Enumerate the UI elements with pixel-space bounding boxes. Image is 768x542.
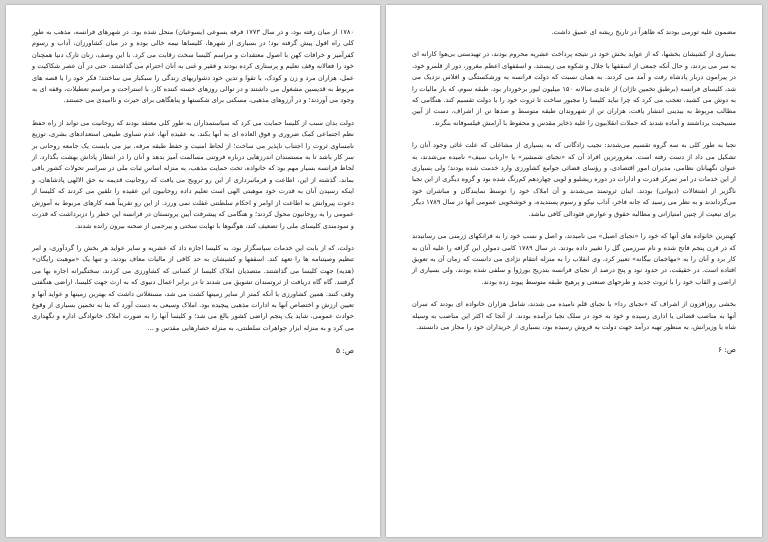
paragraph-2: دولت بدان سبب از کلیسا حمایت می کرد که سیاستمداران به طور کلی معتقد بودند که روحانیت می تواند از راه حفظ نظم اجتماعی کمک ضروری و فوق العاده ای به آنها بکند. به عقیده آنها، عدم تساوی طبیعی استعدادهای بشری، توزیع نامساوی ثروت را اجتناب ناپذیر می ساخت؛ از لحاظ امنیت و حفظ طبقه مرفه، نیز می بایست یک جامعه روحانی بر سر کار باشد تا به مستمندان اندرزهایی درباره فروتنی مسالمت آمیز بدهد و آنان را در انتظار پاداش بهشت بگذارد. از لحاظ فرانسه بسیار مهم بود که خانواده، تحت حمایت مذهب، به منزله اساس ثبات ملی در سراسر تحولات کشور باقی بماند. گذشته از این، اطاعت و فرمانبرداری از این رو ترویج می یافت که روحانیت قدیمه به حق الالهی پادشاهان، و اینکه رسیدن آنان به قدرت خود موهبتی الهی است تعلیم داده روحانیون این عقیده را تلقین می کردند که کلیسا از دعوت پیروانش به اطاعت از اوامر و احکام سلطنتی غفلت نمی ورزد. از این رو تقریباً همه کارهای مربوط به آموزش عمومی را به روحانیون محول کردند؛ و هنگامی که پیشرفت آیین پروتستان در فرانسه این خطر را دربرداشت که قدرت و سودمندی کلیسای ملی را تضعیف کند، هوگنوها با نهایت سختی و بیرحمی از صحنه بیرون رانده شدند. — [32, 118, 354, 230]
page-number: ص: ۵ — [335, 346, 354, 356]
paragraph-1: ۱۷۸۰ از میان رفته بود، و در سال ۱۷۷۳ فرقه یسوعی (یسوعیان) منحل شده بود. در شهرهای فرانسه، مذهب به طور کلی راه افول پیش گرفته بود؛ در بسیاری از شهرها، کلیساها نیمه خالی بوده و در میان کشاورزان، آداب و رسوم کفرآمیز و خرافات کهن با اصول معتقدات و مراسم کلیسا سخت رقابت می کرد. با این وصف، زنان تارک دنیا همچنان خود را فعالانه وقف تعلیم و پرستاری کرده بودند و فقیر و غنی به آنان احترام می گذاشتند. حتی در آن عصر شکاکیت و عمل، هزاران مرد و زن و کودک، با تقوا و تدین خود دشواریهای زندگی را سبکبار می ساختند؛ فکر خود را با قصه های مربوط به قدیسین مشغول می داشتند و در توالی روزهای خسته کننده کار، با استراحت و مراسم تعطیلات، وقفه ای به وجود می آوردند؛ و در آرزوهای مذهبی، مسکنی برای شکستها و پناهگاهی برای حیرت و ناامیدی می جستند. — [32, 28, 355, 105]
paragraph-4: کهنترین خانواده های آنها که خود را «نجبای اصیل» می نامیدند، و اصل و نسب خود را به فرانکهای ژرمنی می رسانیدند که در قرن پنجم فاتح شده و نام سرزمین گل را تغییر داده بودند. در سال ۱۷۸۹ کامی دمولن این گزافه را علیه آنان به کار برد و آنان را به «مهاجمان بیگانه» تعبیر کرد، وی انقلاب را به منزله انتقام نژادی می دانست که زمان آن به تعویق افتاده است. در حقیقت، در حدود نود و پنج درصد از نجبای فرانسه بتدریج بورژوا و سلفی شده بودند، ولی بسیاری از اراضی و القاب خود را با ثروت جدید و طرحهای صنعتی و پرهیج طبقه متوسط پیوند زده بودند. — [412, 232, 736, 286]
document-page-right — [386, 5, 762, 537]
paragraph-2: بسیاری از کشیشان بخشها، که از عواید بخش خود در نتیجه پرداخت عشریه محروم بودند، در تهیدستی بی‌هوا کارانه ای به سر می بردند، و حال آنکه جمعی از اسقفها با جلال و شکوه می زیستند، و اسقفهای اعظم مغرور، دور از قلمرو خود، در پیرامون دربار پادشاه رفت و آمد می کردند. به همان نسبت که دولت فرانسه به ورشکستگی و افلاس نزدیک می شد، کلیسای فرانسه (برطبق تخمین تاژان) از عایدی سالانه ۱۵۰ میلیون لیور برخوردار بود، طبقه سوم، که بار مالیات را به دوش می کشید، تعجب می کرد که چرا نباید کلیسا را مجبور ساخت تا ثروت خود را با دولت تقسیم کند. هنگامی که مطالب مربوط به بیدینی انتشار یافت، هزاران تن از شهروندان طبقه متوسط و صدها تن از اشراف، دست از آیین مسیحیت برداشتند و آماده شدند که حملات انقلابیون را علیه ذخایر مقدس و محفوظ با آرامش فیلسوفانه بنگرند. — [412, 50, 736, 127]
paragraph-3: دولت، که از بابت این خدمات سپاسگزار بود، به کلیسا اجازه داد که عشریه و سایر عواید هر بخش را گردآوری، و امر تنظیم وصیتنامه ها را تعهد کند. اسقفها و کشیشان به حد کافی از مالیات معاف بودند، و تنها یک «موهبت رایگان» (هدیه) جهت کلیسا می گذاشتند. متصدیان املاک کلیسا از کسانی که کشاورزی می کردند، سختگیرانه اجاره بها می گرفتند. گاه گاه دریافت از ثروتمندان تشویق می شدند تا در برابر اعمال دنیوی که به ارث جهت کلیسا، اراضی هنگفتی وقف کنند. همین کشاورزی با آنکه کمتر از سایر زمینها کشت می شد، مستغلاتی داشت که بهترین زمینها و عواید آنها و تعیین ارزش و اختصاص آنها به ادارات مذهبی پیچیده بود. املاک وسیعی به دست آورد که بنا به تخمین بسیاری از وقوع حوادث عمومی، شاید یک پنجم اراضی کشور بالغ می شد؛ و کلیسا آنها را به صورت املاک خانوادگی اداره و نگهداری می کرد و به منزله ابزار جواهرات سلطنتی، به منزله حصارهایی مقدس و ... — [32, 243, 354, 332]
document-page-left — [6, 5, 380, 537]
page-number: ص: ۶ — [717, 345, 736, 355]
paragraph-3: نجبا به طور کلی به سه گروه تقسیم می‌شدند: نجیب زادگانی که به بسیاری از مشاغلی که علت غائی وجود آنان را تشکیل می داد از دست رفته است. مغرورترین افراد آن که «نجبای شمشیر» یا «ارباب سیف» نامیده می‌شدند، به عنوان نگهبانان نظامی، مدیران امور اقتصادی، و رؤسای قضائی جوامع کشاورزی وارد خدمت شده بودند؛ ولی بسیاری از این خدمات در امر تمرکز قدرت و ادارات در دوره ریشلیو و لویی چهاردهم کم‌رنگ شده بود و گروه دیگری از این نجبا ناگزیر از اشتغالات (دیوانی) بودند. اینان ثروتمند می‌شدند و آن املاک خود را توسط نمایندگان و مباشران خود می‌گرداندند و به نظر می رسید که جانه فاخر، آداب نیکو و رسوم پسندیده، و خوشخویی عمومی آنها در سال ۱۷۸۹ دیگر برای تبعیت از چنین امتیازاتی و مطالبه حقوق و عوارض فئودالی کافی نباشد. — [412, 141, 736, 218]
paragraph-5: بخشی روزافزون از اشراف که «نجبای ردا» یا نجبای قلم نامیده می شدند، شامل هزاران خانواده ای بودند که سران آنها به مناصب قضائی یا اداری رسیده و خود به خود در سلک نجبا درآمده بودند. از آنجا که اکثر این مناصب به وسیله شاه یا وزیرانش، به منظور تهیه درآمد جهت دولت به فروش رسیده بود، بسیاری از خریداران خود را مجاز می دانستند. — [412, 300, 736, 331]
paragraph-1: مضمون علیه تورمی بودند که ظاهراً در تاریخ ریشه ای عمیق داشت. — [551, 28, 736, 36]
